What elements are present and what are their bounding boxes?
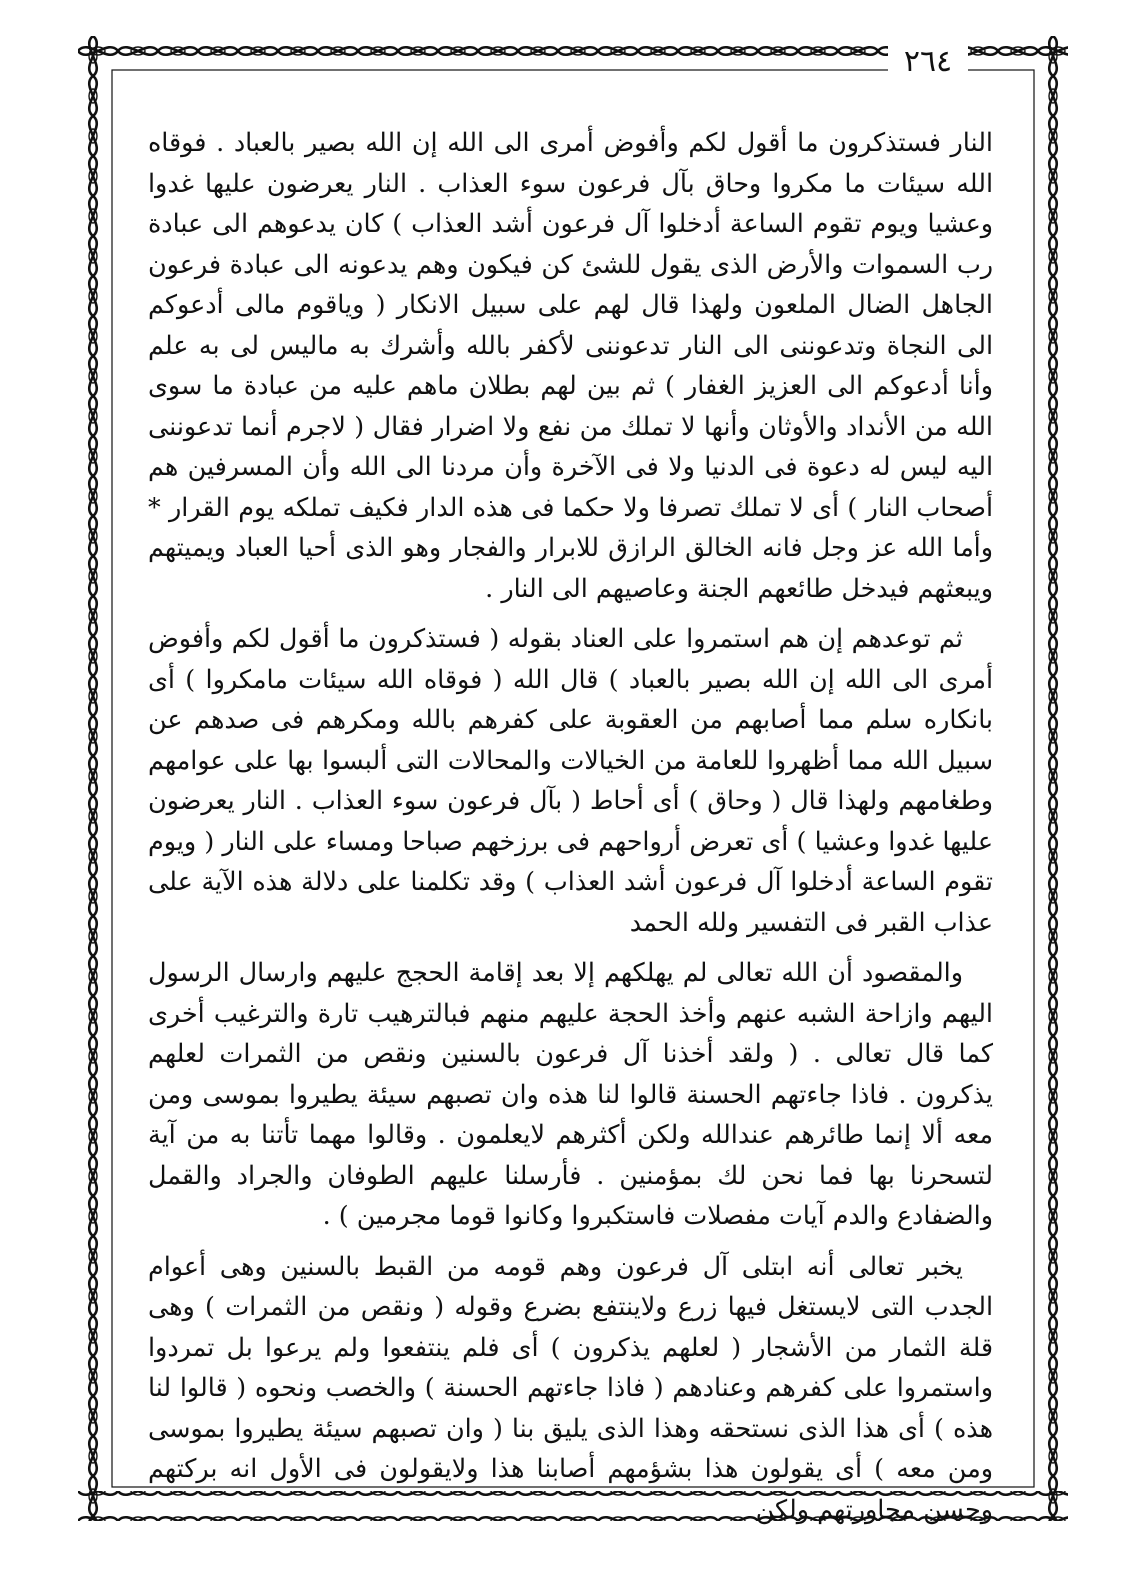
paragraph: النار فستذكرون ما أقول لكم وأفوض أمرى الى الله إن الله بصير بالعباد . فوقاه الله سيئات ما مكروا وحاق بآل فرعون سوء العذاب . النار يعرضون عليها غدوا وعشيا ويوم تقوم الساعة أدخلوا آل فرعون أشد العذاب ) كان يدعوهم الى عبادة رب السموات والأرض الذى يقول للشئ كن فيكون وهم يدعونه الى عبادة فرعون الجاهل الضال الملعون ولهذا قال لهم على سبيل الانكار ( وياقوم مالى أدعوكم الى النجاة وتدعوننى الى النار تدعوننى لأكفر بالله وأشرك به ماليس لى به علم وأنا أدعوكم الى العزيز الغفار ) ثم بين لهم بطلان ماهم عليه من عبادة ما سوى الله من الأنداد والأوثان وأنها لا تملك من نفع ولا اضرار فقال ( لاجرم أنما تدعوننى اليه ليس له دعوة فى الدنيا ولا فى الآخرة وأن مردنا الى الله وأن المسرفين هم أصحاب النار ) أى لا تملك تصرفا ولا حكما فى هذه الدار فكيف تملكه يوم القرار * وأما الله عز وجل فانه الخالق الرازق للابرار والفجار وهو الذى أحيا العباد ويميتهم ويبعثهم فيدخل طائعهم الجنة وعاصيهم الى النار .	[148, 127, 993, 603]
page-body-text	[148, 122, 993, 1529]
paragraph: يخبر تعالى أنه ابتلى آل فرعون وهم قومه من القبط بالسنين وهى أعوام الجدب التى لايستغل فيها زرع ولاينتفع بضرع وقوله ( ونقص من الثمرات ) وهى قلة الثمار من الأشجار ( لعلهم يذكرون ) أى فلم ينتفعوا ولم يرعوا بل تمردوا واستمروا على كفرهم وعنادهم ( فاذا جاءتهم الحسنة ) والخصب ونحوه ( قالوا لنا هذه ) أى هذا الذى نستحقه وهذا الذى يليق بنا ( وان تصبهم سيئة يطيروا بموسى ومن معه ) أى يقولون هذا بشؤمهم أصابنا هذا ولايقولون فى الأول انه بركتهم وحسن مجاورتهم ولكن	[148, 1250, 993, 1524]
paragraph: والمقصود أن الله تعالى لم يهلكهم إلا بعد إقامة الحجج عليهم وارسال الرسول اليهم وازاحة الشبه عنهم وأخذ الحجة عليهم منهم فبالترهيب تارة والترغيب أخرى كما قال تعالى . ( ولقد أخذنا آل فرعون بالسنين ونقص من الثمرات لعلهم يذكرون . فاذا جاءتهم الحسنة قالوا لنا هذه وان تصبهم سيئة يطيروا بموسى ومن معه ألا إنما طائرهم عندالله ولكن أكثرهم لايعلمون . وقالوا مهما تأتنا به من آية لتسحرنا بها فما نحن لك بمؤمنين . فأرسلنا عليهم الطوفان والجراد والقمل والضفادع والدم آيات مفصلات فاستكبروا وكانوا قوما مجرمين ) .	[148, 957, 993, 1230]
paragraph: ثم توعدهم إن هم استمروا على العناد بقوله ( فستذكرون ما أقول لكم وأفوض أمرى الى الله إن الله بصير بالعباد ) قال الله ( فوقاه الله سيئات مامكروا ) أى بانكاره سلم مما أصابهم من العقوبة على كفرهم بالله ومكرهم فى صدهم عن سبيل الله مما أظهروا للعامة من الخيالات والمحالات التى ألبسوا بها على عوامهم وطغامهم ولهذا قال ( وحاق ) أى أحاط ( بآل فرعون سوء العذاب . النار يعرضون عليها غدوا وعشيا ) أى تعرض أرواحهم فى برزخهم صباحا ومساء على النار ( ويوم تقوم الساعة أدخلوا آل فرعون أشد العذاب ) وقد تكلمنا على دلالة هذه الآية على عذاب القبر فى التفسير ولله الحمد	[148, 623, 993, 937]
page-number: ٢٦٤	[888, 40, 968, 84]
